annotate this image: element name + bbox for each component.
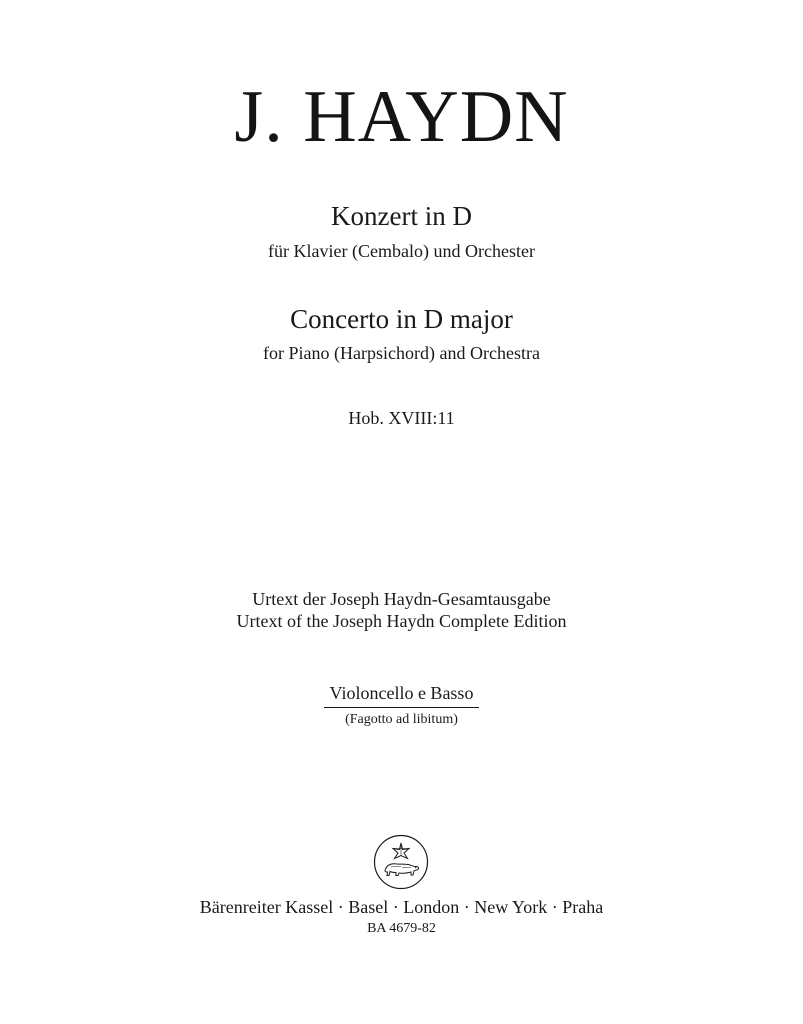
hoboken-catalogue-number: Hob. XVIII:11 [348,408,455,428]
part-note: (Fagotto ad libitum) [345,712,458,727]
instrumentation-german: für Klavier (Cembalo) und Orchester [268,241,535,261]
work-title-german: Konzert in D [331,201,472,231]
composer-name: J. HAYDN [234,76,569,158]
publisher-line: Bärenreiter Kassel · Basel · London · New York · Praha [199,897,604,917]
instrumentation-english: for Piano (Harpsichord) and Orchestra [263,343,540,363]
bear-icon [385,864,419,876]
work-title-english: Concerto in D major [290,304,513,334]
publisher-catalog-number: BA 4679-82 [367,921,436,936]
part-name-block [0,682,803,708]
urtext-note-german: Urtext der Joseph Haydn-Gesamtausgabe [252,589,551,609]
star-icon [393,843,409,859]
urtext-note-english: Urtext of the Joseph Haydn Complete Edition [236,611,567,631]
part-name: Violoncello e Basso [324,682,480,708]
baerenreiter-bear-star-logo-icon [373,834,429,890]
